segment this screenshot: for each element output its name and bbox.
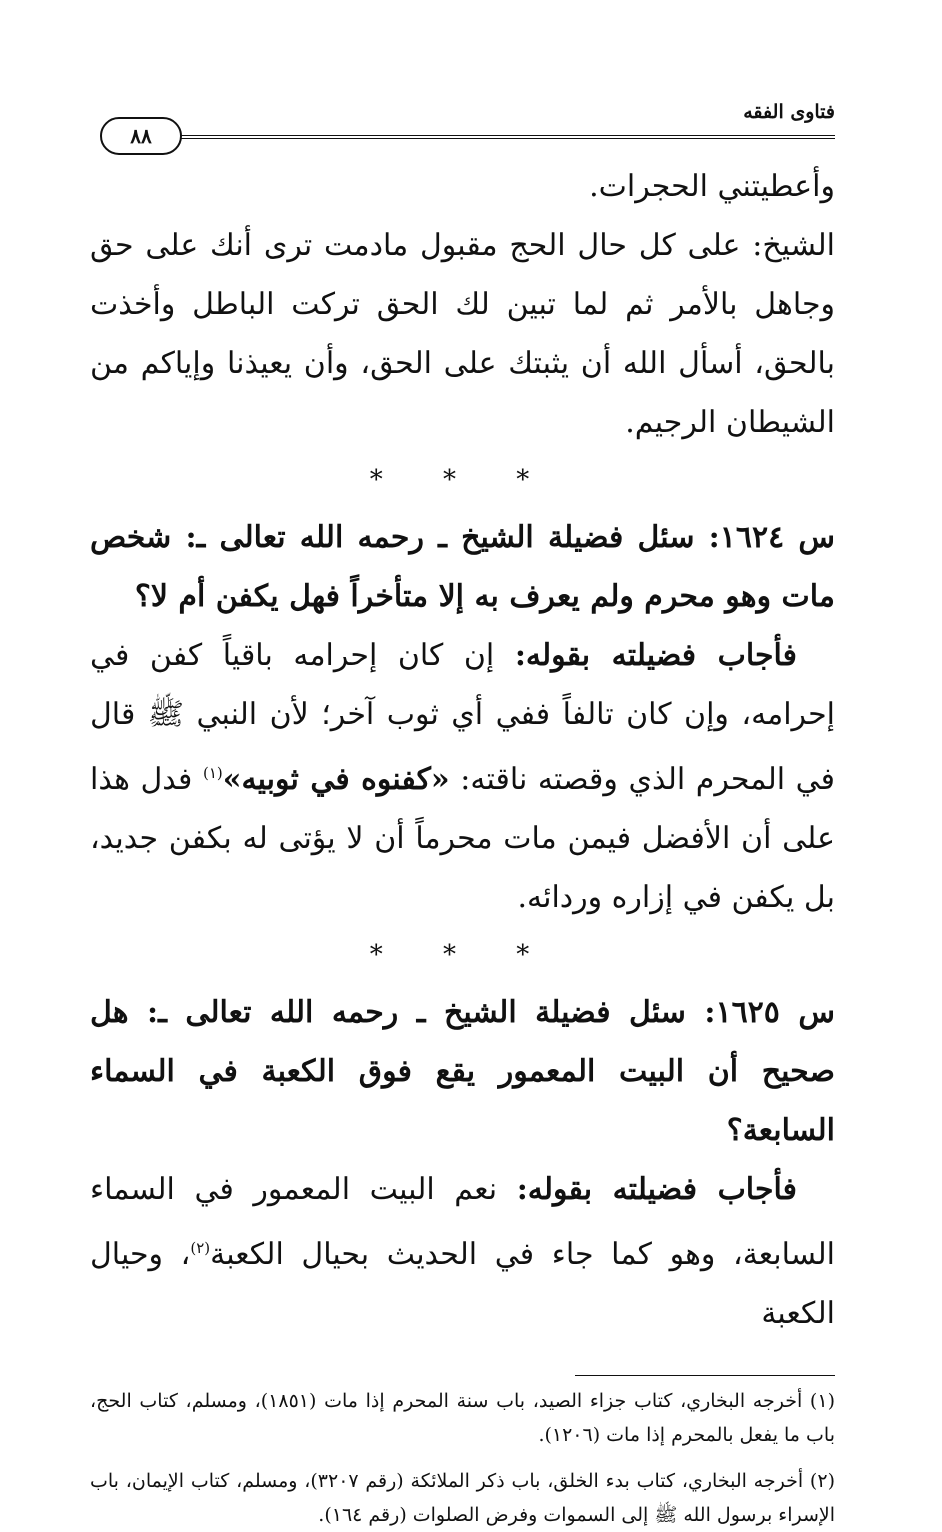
footnote-divider [575, 1375, 835, 1376]
answer-1624 [90, 626, 835, 927]
answer-lead: فأجاب فضيلته بقوله: [514, 638, 797, 673]
header-rule [170, 135, 835, 139]
answer-lead: فأجاب فضيلته بقوله: [516, 1172, 797, 1207]
question-1625: س ١٦٢٥: سئل فضيلة الشيخ ـ رحمه الله تعالى ـ: هل صحيح أن البيت المعمور يقع فوق الكعبة في السماء السابعة؟ [90, 995, 835, 1148]
hadith-quote: «كفنوه في ثوبيه» [222, 762, 450, 797]
page-title: فتاوى الفقه [743, 101, 835, 123]
answer-text: إن كان إحرامه باقياً كفن في إحرامه، وإن كان تالفاً ففي أي ثوب آخر؛ لأن النبي ﷺ قال في المحرم الذي وقصته ناقته: [90, 638, 836, 797]
footnotes [90, 1384, 835, 1532]
section-separator: * * * [369, 940, 556, 970]
paragraph-2: الشيخ: على كل حال الحج مقبول مادمت ترى أنك على حق وجاهل بالأمر ثم لما تبين لك الحق تركت الباطل وأخذت بالحق، أسأل الله أن يثبتك على الحق، وأن يعيذنا وإياكم من الشيطان الرجيم. [90, 228, 835, 440]
book-page [90, 95, 836, 1526]
page-header [90, 95, 835, 148]
answer-1625 [90, 1160, 835, 1343]
paragraph-1: وأعطيتني الحجرات. [589, 169, 835, 204]
footnote-1: (١) أخرجه البخاري، كتاب جزاء الصيد، باب سنة المحرم إذا مات (١٨٥١)، ومسلم، كتاب الحج، باب ما يفعل بالمحرم إذا مات (١٢٠٦). [90, 1390, 835, 1446]
page-number: ٨٨ [100, 117, 182, 155]
answer-text-cont: فدل هذا على أن الأفضل فيمن مات محرماً أن لا يؤتى له بكفن جديد، بل يكفن في إزاره وردائه. [90, 762, 835, 915]
footnote-ref-1[interactable]: (١) [202, 764, 223, 782]
question-1624: س ١٦٢٤: سئل فضيلة الشيخ ـ رحمه الله تعالى ـ: شخص مات وهو محرم ولم يعرف به إلا متأخراً فهل يكفن أم لا؟ [90, 520, 835, 614]
footnote-ref-2[interactable]: (٢) [190, 1239, 211, 1257]
footnote-2: (٢) أخرجه البخاري، كتاب بدء الخلق، باب ذكر الملائكة (رقم ٣٢٠٧)، ومسلم، كتاب الإيمان، باب الإسراء برسول الله ﷺ إلى السموات وفرض الصلوات (رقم ١٦٤). [90, 1470, 835, 1526]
answer-text-cont: ، وحيال الكعبة [90, 1237, 835, 1331]
page-content [90, 157, 835, 1532]
answer-text: نعم البيت المعمور في السماء السابعة، وهو كما جاء في الحديث بحيال الكعبة [90, 1172, 835, 1272]
section-separator: * * * [369, 465, 556, 495]
